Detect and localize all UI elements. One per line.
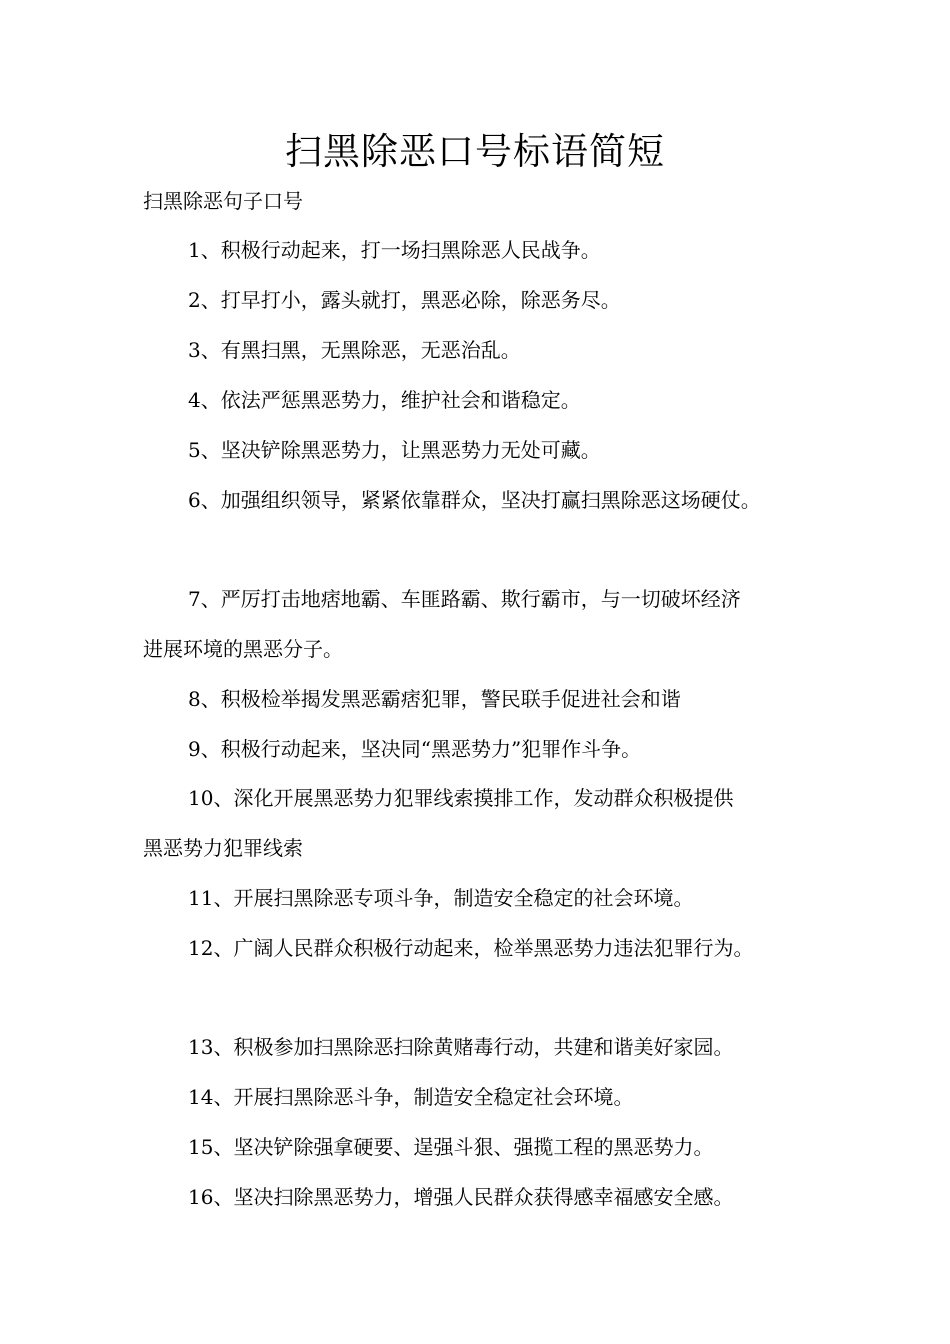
slogan-line: 7、严厉打击地痞地霸、车匪路霸、欺行霸市，与一切破坏经济 bbox=[188, 587, 741, 611]
slogan-line: 2、打早打小，露头就打，黑恶必除，除恶务尽。 bbox=[188, 288, 621, 312]
slogan-line: 1、积极行动起来，打一场扫黑除恶人民战争。 bbox=[188, 238, 601, 262]
slogan-line: 13、积极参加扫黑除恶扫除黄赌毒行动，共建和谐美好家园。 bbox=[188, 1035, 734, 1059]
slogan-line: 11、开展扫黑除恶专项斗争，制造安全稳定的社会环境。 bbox=[188, 886, 694, 910]
slogan-line: 14、开展扫黑除恶斗争，制造安全稳定社会环境。 bbox=[188, 1085, 634, 1109]
slogan-line: 4、依法严惩黑恶势力，维护社会和谐稳定。 bbox=[188, 388, 581, 412]
slogan-line-continuation: 黑恶势力犯罪线索 bbox=[143, 836, 303, 860]
slogan-line: 10、深化开展黑恶势力犯罪线索摸排工作，发动群众积极提供 bbox=[188, 786, 734, 810]
slogan-line: 5、坚决铲除黑恶势力，让黑恶势力无处可藏。 bbox=[188, 438, 601, 462]
slogan-line: 8、积极检举揭发黑恶霸痞犯罪，警民联手促进社会和谐 bbox=[188, 687, 681, 711]
slogan-line: 9、积极行动起来，坚决同“黑恶势力”犯罪作斗争。 bbox=[188, 737, 642, 761]
slogan-line: 6、加强组织领导，紧紧依靠群众，坚决打赢扫黑除恶这场硬仗。 bbox=[188, 488, 761, 512]
slogan-line: 15、坚决铲除强拿硬要、逞强斗狠、强揽工程的黑恶势力。 bbox=[188, 1135, 714, 1159]
slogan-line: 12、广阔人民群众积极行动起来，检举黑恶势力违法犯罪行为。 bbox=[188, 936, 754, 960]
document-subtitle: 扫黑除恶句子口号 bbox=[143, 189, 303, 213]
slogan-line-continuation: 进展环境的黑恶分子。 bbox=[143, 637, 343, 661]
document-title: 扫黑除恶口号标语简短 bbox=[285, 130, 665, 173]
slogan-line: 16、坚决扫除黑恶势力，增强人民群众获得感幸福感安全感。 bbox=[188, 1185, 734, 1209]
slogan-line: 3、有黑扫黑，无黑除恶，无恶治乱。 bbox=[188, 338, 521, 362]
